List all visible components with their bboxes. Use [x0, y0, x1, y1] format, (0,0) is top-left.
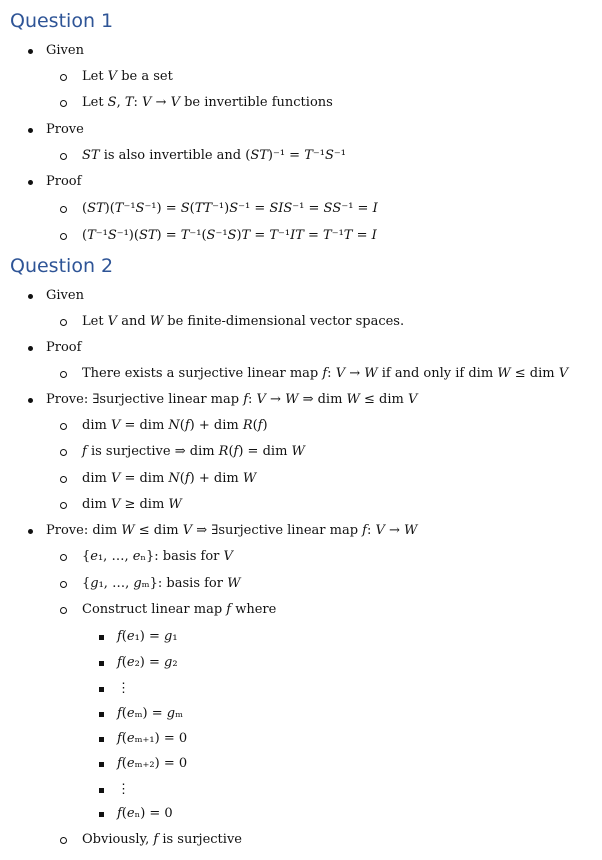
construct-line: 𝑓(𝑒ₙ) = 0 [117, 806, 173, 821]
q2-proof-label: Proof [46, 340, 82, 355]
q2-conclusion: Obviously, 𝑓 is surjective [82, 832, 242, 847]
construct-line: 𝑓(𝑒₂) = 𝑔₂ [117, 655, 178, 670]
q1-proof-line: (𝑆𝑇)(𝑇⁻¹𝑆⁻¹) = 𝑆(𝑇𝑇⁻¹)𝑆⁻¹ = 𝑆𝐼𝑆⁻¹ = 𝑆𝑆⁻¹ = 𝐼 [82, 201, 378, 216]
construct-line: ⋮ [117, 681, 130, 696]
construct-line: 𝑓(𝑒ₘ₊₁) = 0 [117, 731, 188, 746]
q1-proof-label: Proof [46, 174, 82, 189]
q1-given-line: Let 𝑆, 𝑇: 𝑉 → 𝑉 be invertible functions [82, 95, 333, 110]
q2-prove2-line: {𝑔₁, …, 𝑔ₘ}: basis for 𝑊 [82, 576, 241, 591]
q1-given-label: Given [46, 43, 84, 58]
construct-line: 𝑓(𝑒₁) = 𝑔₁ [117, 629, 178, 644]
q2-prove1-line: dim 𝑉 ≥ dim 𝑊 [82, 497, 182, 512]
q2-prove1-line: dim 𝑉 = dim 𝑁(𝑓) + dim 𝑅(𝑓) [82, 418, 268, 433]
q2-prove2-line: Construct linear map 𝑓 where [82, 602, 277, 617]
q1-proof-line: (𝑇⁻¹𝑆⁻¹)(𝑆𝑇) = 𝑇⁻¹(𝑆⁻¹𝑆)𝑇 = 𝑇⁻¹𝐼𝑇 = 𝑇⁻¹𝑇 = 𝐼 [82, 228, 377, 243]
construct-line: ⋮ [117, 782, 130, 797]
q2-prove2-line: {𝑒₁, …, 𝑒ₙ}: basis for 𝑉 [82, 549, 233, 564]
q2-prove1-label: Prove: ∃surjective linear map 𝑓: 𝑉 → 𝑊 ⇒ dim 𝑊 ≤ dim 𝑉 [46, 392, 418, 407]
q1-prove-line: 𝑆𝑇 is also invertible and (𝑆𝑇)⁻¹ = 𝑇⁻¹𝑆⁻¹ [82, 148, 346, 163]
q2-proof-line: There exists a surjective linear map 𝑓: 𝑉 → 𝑊 if and only if dim 𝑊 ≤ dim 𝑉 [82, 366, 569, 381]
q2-given-label: Given [46, 288, 84, 303]
construct-line: 𝑓(𝑒ₘ) = 𝑔ₘ [117, 706, 184, 721]
question-2-heading: Question 2 [10, 255, 114, 277]
question-1-heading: Question 1 [10, 10, 114, 32]
construct-line: 𝑓(𝑒ₘ₊₂) = 0 [117, 756, 188, 771]
q2-prove2-label: Prove: dim 𝑊 ≤ dim 𝑉 ⇒ ∃surjective linear map 𝑓: 𝑉 → 𝑊 [46, 523, 418, 538]
q1-prove-label: Prove [46, 122, 84, 137]
q1-given-line: Let 𝑉 be a set [82, 69, 173, 84]
q2-prove1-line: dim 𝑉 = dim 𝑁(𝑓) + dim 𝑊 [82, 471, 257, 486]
q2-prove1-line: 𝑓 is surjective ⇒ dim 𝑅(𝑓) = dim 𝑊 [82, 444, 305, 459]
q2-given-line: Let 𝑉 and 𝑊 be finite-dimensional vector spaces. [82, 314, 405, 329]
